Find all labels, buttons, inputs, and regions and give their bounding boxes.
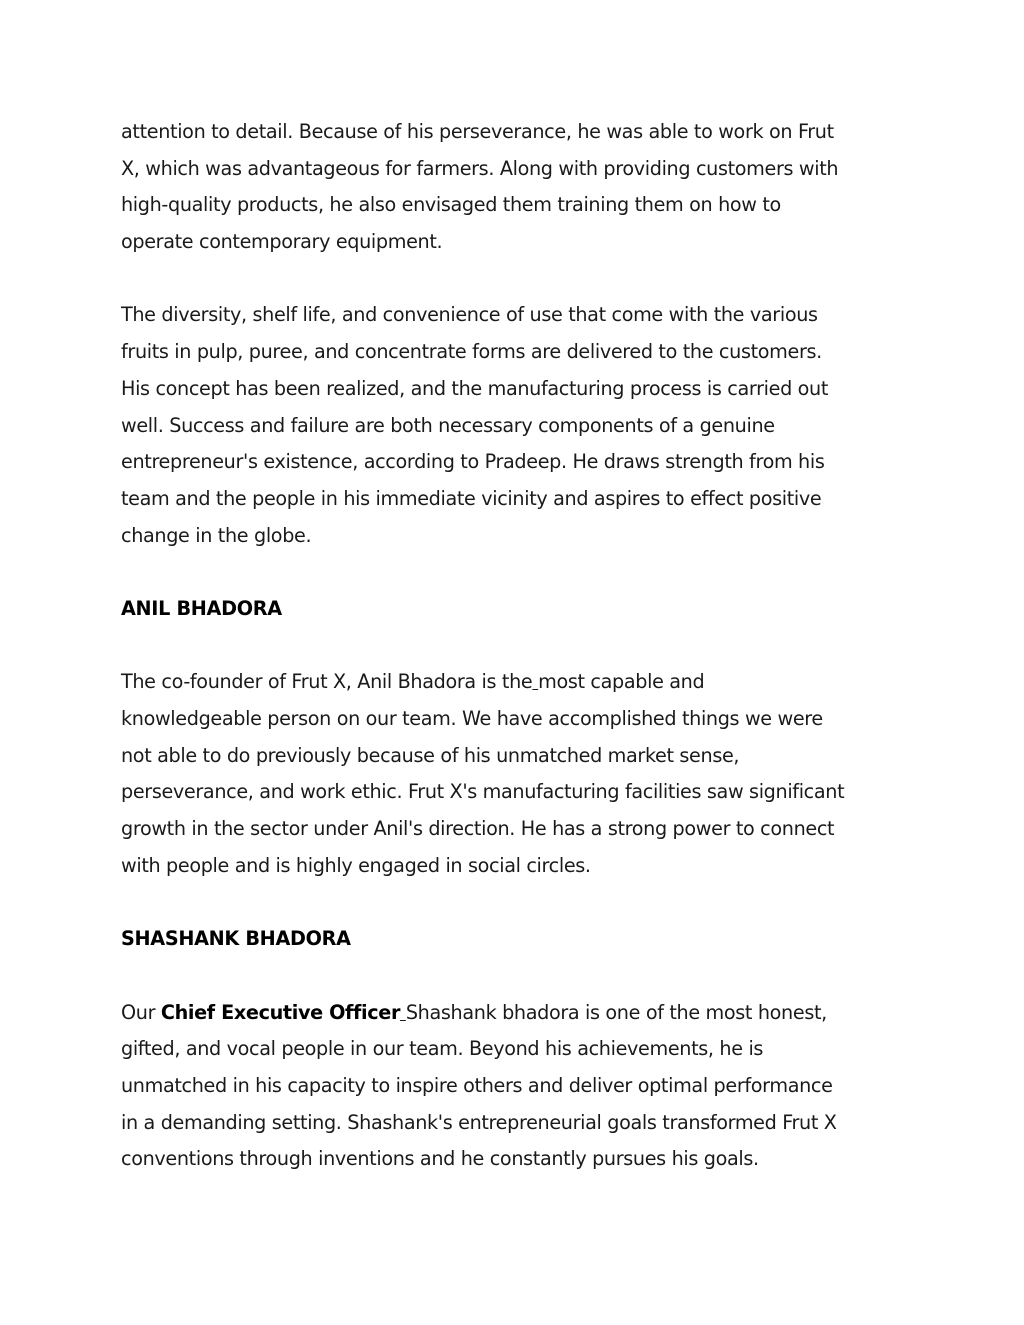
text-line: well. Success and failure are both necessary components of a genuine [121,413,775,437]
text-line: The diversity, shelf life, and convenience of use that come with the various [121,303,818,327]
text-line [121,664,911,701]
text-line: knowledgeable person on our team. We have accomplished things we were [121,707,823,730]
paragraph-frut-x-vision [121,114,911,261]
text-line: attention to detail. Because of his perseverance, he was able to work on Frut [121,120,834,143]
text-line: unmatched in his capacity to inspire others and deliver optimal performance [121,1073,833,1097]
text-line [121,995,911,1032]
text-line: not able to do previously because of his unmatched market sense, [121,743,740,767]
text-line: operate contemporary equipment. [121,230,443,254]
paragraph-spacer [121,554,911,591]
text-line: growth in the sector under Anil's direction. He has a strong power to connect [121,817,835,841]
text-line: team and the people in his immediate vicinity and aspires to effect positive [121,486,822,510]
text-fragment: Our [121,1000,161,1024]
text-line: gifted, and vocal people in our team. Beyond his achievements, he is [121,1037,764,1061]
heading-shashank-bhadora: SHASHANK BHADORA [121,927,351,951]
text-line: high-quality products, he also envisaged them training them on how to [121,193,781,217]
text-line: fruits in pulp, puree, and concentrate forms are delivered to the customers. [121,340,822,364]
paragraph-spacer [121,958,911,995]
text-line: in a demanding setting. Shashank's entrepreneurial goals transformed Frut X [121,1110,837,1134]
text-line: perseverance, and work ethic. Frut X's manufacturing facilities saw significant [121,780,845,804]
text-fragment: most capable and [538,670,705,694]
heading-anil-bhadora: ANIL BHADORA [121,596,282,620]
text-line: His concept has been realized, and the manufacturing process is carried out [121,376,829,400]
document-body [121,114,911,1178]
text-line: with people and is highly engaged in social circles. [121,853,591,877]
paragraph-spacer [121,628,911,665]
text-fragment: The co-founder of Frut X, Anil Bhadora is the [121,670,533,694]
text-line: entrepreneur's existence, according to Pradeep. He draws strength from his [121,450,825,474]
text-line: conventions through inventions and he constantly pursues his goals. [121,1147,759,1171]
paragraph-anil-bhadora [121,664,911,884]
text-line: change in the globe. [121,523,312,547]
bold-title-ceo: Chief Executive Officer [160,1000,401,1024]
paragraph-shashank-bhadora [121,995,911,1178]
paragraph-spacer [121,261,911,298]
paragraph-spacer [121,884,911,921]
text-fragment: Shashank bhadora is one of the most honest, [405,1000,827,1024]
text-line: X, which was advantageous for farmers. Along with providing customers with [121,156,839,180]
paragraph-products-and-pradeep [121,297,911,554]
